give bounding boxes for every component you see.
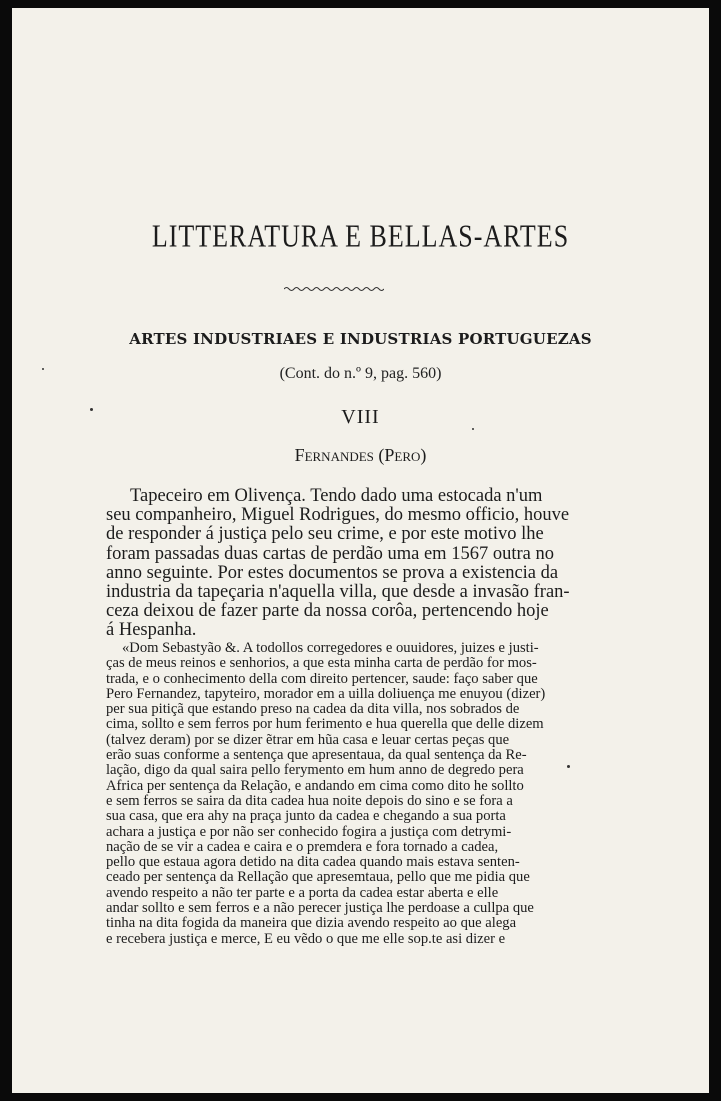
entry-surname: Fernandes <box>294 445 374 465</box>
paper-speck <box>567 765 570 768</box>
wavy-rule-ornament <box>284 284 384 294</box>
quote-line: Pero Fernandez, tapyteiro, morador em a uilla doliuença me enuyou (dizer) <box>106 685 546 702</box>
quote-line: Africa per sentença da Relação, e andando em cima como dito he sollto <box>106 777 524 794</box>
paper-speck <box>42 368 44 370</box>
body-line: seu companheiro, Miguel Rodrigues, do mesmo officio, houve <box>106 505 570 526</box>
quote-line: cima, sollto e sem ferros por hum ferimento e hua querella que delle dizem <box>106 716 544 733</box>
quote-line: erão suas conforme a sentença que apresentaua, da qual sentença da Re- <box>106 747 527 764</box>
quote-line: nação de se vir a cadea e caira e o premdera e fora tornado a cadea, <box>106 838 499 855</box>
quote-line: sua casa, que era ahy na praça junto da cadea e chegando a sua porta <box>106 808 506 825</box>
quoted-document <box>106 641 568 947</box>
quote-line: e recebera justiça e merce, E eu vẽdo o que me elle sop.te asi dizer e <box>106 930 506 947</box>
quote-line: e sem ferros se saira da dita cadea hua noite depois do sino e se fora a <box>106 792 513 809</box>
quote-line: avendo respeito a não ter parte e a porta da cadea estar aberta e elle <box>106 884 499 901</box>
quote-line: tinha na dita fogida da maneira que dizia avendo respeito ao que alega <box>106 915 517 932</box>
article-title: ARTES INDUSTRIAES E INDUSTRIAS PORTUGUEZAS <box>129 330 592 348</box>
quote-line: lação, digo da qual saira pello ferymento em hum anno de degredo pera <box>106 762 524 779</box>
quote-line: achara a justiça e por não ser conhecido fogira a justiça com detrymi- <box>106 823 512 840</box>
entry-name <box>12 445 709 466</box>
body-line: industria da tapeçaria n'aquella villa, que desde a invasão fran- <box>106 582 570 603</box>
quote-line: trada, e o conhecimento della com direito pertencer, saude: faço saber que <box>106 670 538 687</box>
continuation-note: (Cont. do n.º 9, pag. 560) <box>279 365 442 382</box>
quote-line: per sua pitiçã que estando preso na cadea da dita villa, nos sobrados de <box>106 701 520 718</box>
body-line: ceza deixou de fazer parte da nossa corôa, pertencendo hoje <box>106 601 549 622</box>
quote-line: andar sollto e sem ferros e a não perecer justiça lhe perdoase a cullpa que <box>106 900 534 917</box>
chapter-number: VIII <box>341 406 380 428</box>
quote-line: ças de meus reinos e senhorios, a que esta minha carta de perdão for mos- <box>106 655 537 672</box>
body-line: anno seguinte. Por estes documentos se prova a existencia da <box>106 562 559 583</box>
body-paragraph <box>106 487 568 641</box>
quote-line: «Dom Sebastyão &. A todollos corregedores e ouuidores, juizes e justi- <box>122 640 539 656</box>
body-line: á Hespanha. <box>106 620 197 641</box>
body-line: Tapeceiro em Olivença. Tendo dado uma estocada n'um <box>130 486 543 506</box>
section-title: LITTERATURA E BELLAS-ARTES <box>151 219 570 254</box>
paper-speck <box>90 408 93 411</box>
body-line: de responder á justiça pelo seu crime, e por este motivo lhe <box>106 524 544 545</box>
document-page <box>12 8 709 1093</box>
quote-line: ceado per sentença da Rellação que apresemtaua, pello que me pidia que <box>106 869 530 886</box>
entry-given-name: (Pero) <box>378 445 427 465</box>
quote-line: (talvez deram) por se dizer ẽtrar em hũa casa e leuar certas peças que <box>106 731 510 748</box>
paper-speck <box>472 428 474 430</box>
body-line: foram passadas duas cartas de perdão uma em 1567 outra no <box>106 543 554 564</box>
quote-line: pello que estaua agora detido na dita cadea quando mais estava senten- <box>106 854 520 871</box>
